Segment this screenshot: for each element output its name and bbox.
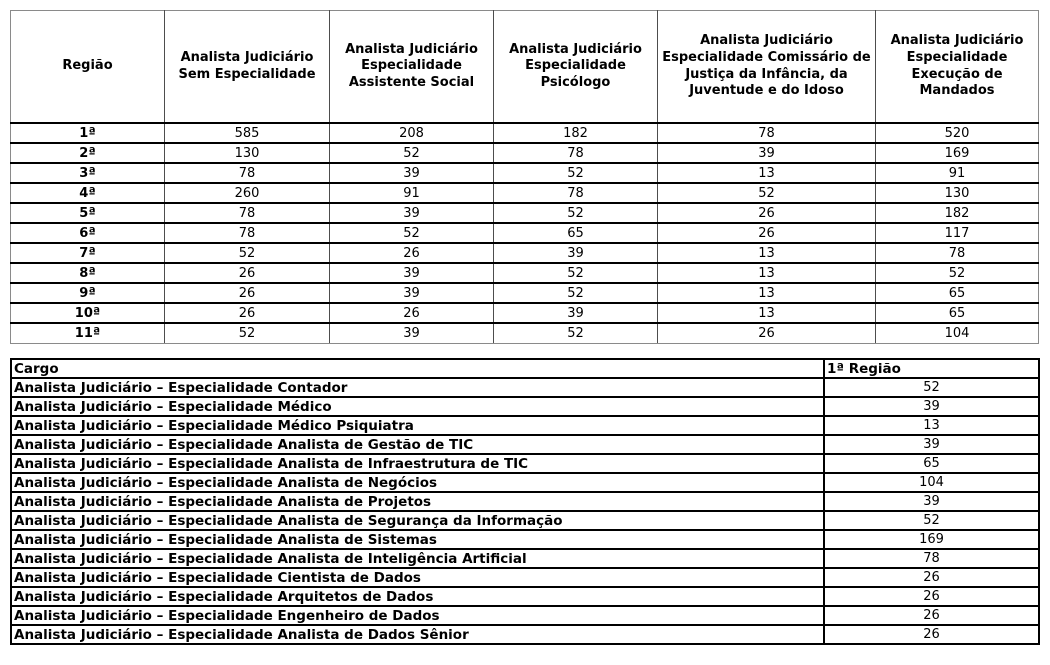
- region-label: 11ª: [11, 323, 165, 343]
- cargo-label: Analista Judiciário – Especialidade Arquitetos de Dados: [11, 587, 824, 606]
- cell-value: 130: [876, 183, 1039, 203]
- region-label: 7ª: [11, 243, 165, 263]
- table-row: [11, 123, 1039, 143]
- table1-column-header: Analista Judiciário Especialidade Execução de Mandados: [876, 11, 1039, 124]
- cell-value: 52: [494, 323, 658, 343]
- cargo-label: Analista Judiciário – Especialidade Analista de Dados Sênior: [11, 625, 824, 644]
- table-row: [11, 454, 1039, 473]
- cell-value: 13: [824, 416, 1039, 435]
- cargo-label: Analista Judiciário – Especialidade Cientista de Dados: [11, 568, 824, 587]
- cell-value: 78: [165, 223, 330, 243]
- cell-value: 26: [330, 303, 494, 323]
- cell-value: 52: [494, 263, 658, 283]
- cell-value: 65: [494, 223, 658, 243]
- cell-value: 104: [824, 473, 1039, 492]
- table-row: [11, 625, 1039, 644]
- cell-value: 26: [165, 263, 330, 283]
- table1-column-header: Analista Judiciário Especialidade Comissário de Justiça da Infância, da Juventude e do Idoso: [658, 11, 876, 124]
- table-row: [11, 303, 1039, 323]
- cargo-label: Analista Judiciário – Especialidade Contador: [11, 378, 824, 397]
- cargo-table-header-row: [11, 359, 1039, 378]
- table1-column-header: Analista Judiciário Sem Especialidade: [165, 11, 330, 124]
- table-row: [11, 511, 1039, 530]
- cargo-label: Analista Judiciário – Especialidade Engenheiro de Dados: [11, 606, 824, 625]
- table-row: [11, 223, 1039, 243]
- cell-value: 39: [330, 323, 494, 343]
- table2-column-header: Cargo: [11, 359, 824, 378]
- cell-value: 52: [330, 223, 494, 243]
- cell-value: 39: [494, 303, 658, 323]
- table-row: [11, 587, 1039, 606]
- table-row: [11, 263, 1039, 283]
- cell-value: 65: [876, 283, 1039, 303]
- cell-value: 13: [658, 163, 876, 183]
- table-row: [11, 163, 1039, 183]
- cell-value: 52: [824, 511, 1039, 530]
- cell-value: 52: [494, 203, 658, 223]
- table-row: [11, 283, 1039, 303]
- cell-value: 39: [824, 492, 1039, 511]
- table-row: [11, 473, 1039, 492]
- region-label: 10ª: [11, 303, 165, 323]
- cell-value: 91: [330, 183, 494, 203]
- cell-value: 169: [824, 530, 1039, 549]
- cargo-label: Analista Judiciário – Especialidade Analista de Projetos: [11, 492, 824, 511]
- cell-value: 39: [494, 243, 658, 263]
- cell-value: 52: [876, 263, 1039, 283]
- cell-value: 13: [658, 263, 876, 283]
- cell-value: 26: [165, 283, 330, 303]
- cargo-label: Analista Judiciário – Especialidade Analista de Infraestrutura de TIC: [11, 454, 824, 473]
- cell-value: 208: [330, 123, 494, 143]
- cell-value: 26: [824, 568, 1039, 587]
- region-label: 3ª: [11, 163, 165, 183]
- region-label: 9ª: [11, 283, 165, 303]
- table-row: [11, 143, 1039, 163]
- cell-value: 78: [494, 143, 658, 163]
- cell-value: 13: [658, 303, 876, 323]
- cell-value: 52: [494, 163, 658, 183]
- cargo-label: Analista Judiciário – Especialidade Médico: [11, 397, 824, 416]
- region-label: 1ª: [11, 123, 165, 143]
- region-label: 8ª: [11, 263, 165, 283]
- cell-value: 130: [165, 143, 330, 163]
- table-row: [11, 606, 1039, 625]
- cargo-table: [10, 358, 1040, 645]
- cell-value: 13: [658, 283, 876, 303]
- table-row: [11, 323, 1039, 343]
- cell-value: 39: [658, 143, 876, 163]
- regional-staffing-table: [10, 10, 1039, 344]
- cargo-label: Analista Judiciário – Especialidade Analista de Sistemas: [11, 530, 824, 549]
- cell-value: 39: [330, 203, 494, 223]
- cell-value: 13: [658, 243, 876, 263]
- cell-value: 52: [824, 378, 1039, 397]
- cell-value: 182: [876, 203, 1039, 223]
- cell-value: 260: [165, 183, 330, 203]
- cell-value: 52: [165, 323, 330, 343]
- cell-value: 26: [658, 223, 876, 243]
- table-row: [11, 416, 1039, 435]
- table-row: [11, 492, 1039, 511]
- table-row: [11, 397, 1039, 416]
- cargo-label: Analista Judiciário – Especialidade Médico Psiquiatra: [11, 416, 824, 435]
- cell-value: 26: [824, 587, 1039, 606]
- cell-value: 39: [330, 263, 494, 283]
- cell-value: 78: [658, 123, 876, 143]
- table-row: [11, 203, 1039, 223]
- cell-value: 26: [824, 606, 1039, 625]
- cell-value: 78: [494, 183, 658, 203]
- cargo-label: Analista Judiciário – Especialidade Analista de Gestão de TIC: [11, 435, 824, 454]
- cell-value: 52: [494, 283, 658, 303]
- table-row: [11, 243, 1039, 263]
- cell-value: 52: [165, 243, 330, 263]
- cell-value: 169: [876, 143, 1039, 163]
- cell-value: 26: [824, 625, 1039, 644]
- cell-value: 65: [824, 454, 1039, 473]
- cell-value: 26: [658, 323, 876, 343]
- cell-value: 26: [165, 303, 330, 323]
- cell-value: 78: [876, 243, 1039, 263]
- table1-column-header: Analista Judiciário Especialidade Assistente Social: [330, 11, 494, 124]
- table2-column-header: 1ª Região: [824, 359, 1039, 378]
- cargo-label: Analista Judiciário – Especialidade Analista de Inteligência Artificial: [11, 549, 824, 568]
- region-label: 2ª: [11, 143, 165, 163]
- table-row: [11, 568, 1039, 587]
- cell-value: 78: [165, 203, 330, 223]
- cell-value: 117: [876, 223, 1039, 243]
- region-label: 4ª: [11, 183, 165, 203]
- cell-value: 39: [330, 283, 494, 303]
- cell-value: 39: [330, 163, 494, 183]
- table-row: [11, 435, 1039, 454]
- cell-value: 39: [824, 435, 1039, 454]
- cell-value: 52: [658, 183, 876, 203]
- table1-column-header: Região: [11, 11, 165, 124]
- table-row: [11, 530, 1039, 549]
- regional-table-header-row: [11, 11, 1039, 124]
- cell-value: 39: [824, 397, 1039, 416]
- region-label: 5ª: [11, 203, 165, 223]
- cell-value: 104: [876, 323, 1039, 343]
- table1-column-header: Analista Judiciário Especialidade Psicólogo: [494, 11, 658, 124]
- table-row: [11, 549, 1039, 568]
- cell-value: 78: [165, 163, 330, 183]
- cell-value: 585: [165, 123, 330, 143]
- cell-value: 65: [876, 303, 1039, 323]
- cell-value: 182: [494, 123, 658, 143]
- table-row: [11, 183, 1039, 203]
- cargo-label: Analista Judiciário – Especialidade Analista de Negócios: [11, 473, 824, 492]
- table-row: [11, 378, 1039, 397]
- cell-value: 26: [658, 203, 876, 223]
- cell-value: 52: [330, 143, 494, 163]
- region-label: 6ª: [11, 223, 165, 243]
- cell-value: 26: [330, 243, 494, 263]
- cargo-label: Analista Judiciário – Especialidade Analista de Segurança da Informação: [11, 511, 824, 530]
- cell-value: 91: [876, 163, 1039, 183]
- cell-value: 78: [824, 549, 1039, 568]
- cell-value: 520: [876, 123, 1039, 143]
